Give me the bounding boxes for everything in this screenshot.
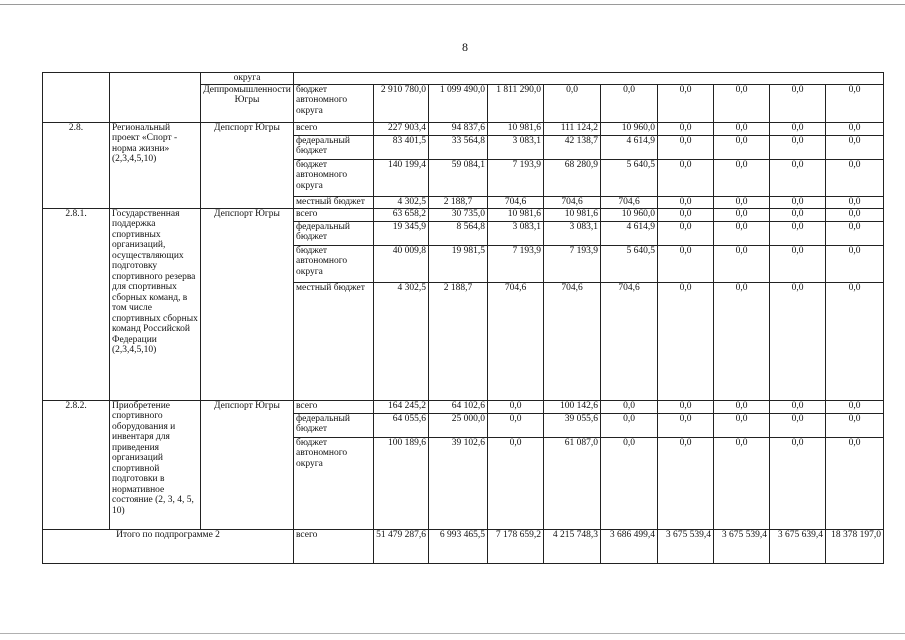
name-cell: Приобретение спортивного оборудования и инвентаря для приведения организаций спортивной подготовки в нормативное состояние (2, 3, 4, 5, 10)	[110, 400, 201, 529]
value-cell: 40 009,8	[374, 245, 429, 282]
total-value-cell: 3 675 539,4	[658, 529, 714, 563]
value-cell: 10 981,6	[488, 208, 544, 221]
value-cell: 0,0	[488, 437, 544, 529]
value-cell: 0,0	[488, 400, 544, 413]
value-cell: 10 960,0	[601, 208, 658, 221]
funding-source-cell: федеральный бюджет	[294, 221, 374, 245]
value-cell: 0,0	[770, 413, 826, 437]
value-cell: 100 142,6	[544, 400, 601, 413]
value-cell: 0,0	[658, 413, 714, 437]
name-cell	[110, 73, 201, 123]
total-value-cell: 7 178 659,2	[488, 529, 544, 563]
value-cell: 0,0	[826, 159, 884, 196]
value-cell: 164 245,2	[374, 400, 429, 413]
value-cell: 0,0	[601, 84, 658, 122]
executor-cell: Депспорт Югры	[201, 400, 294, 529]
value-cell: 0,0	[714, 135, 770, 159]
executor-cell: Депспорт Югры	[201, 208, 294, 400]
funding-source-cell: всего	[294, 122, 374, 135]
value-cell: 4 302,5	[374, 282, 429, 400]
value-cell: 7 193,9	[544, 245, 601, 282]
funding-source-cell: бюджет автономного округа	[294, 84, 374, 122]
code-cell	[43, 73, 110, 123]
funding-source-cell: федеральный бюджет	[294, 135, 374, 159]
executor-cell: Деппромышленности Югры	[201, 84, 294, 122]
funding-source-cell: местный бюджет	[294, 282, 374, 400]
value-cell: 0,0	[658, 135, 714, 159]
value-cell: 0,0	[770, 84, 826, 122]
funding-source-cell: всего	[294, 400, 374, 413]
budget-table	[42, 72, 884, 564]
value-cell: 0,0	[714, 282, 770, 400]
value-cell: 100 189,6	[374, 437, 429, 529]
value-cell: 0,0	[826, 135, 884, 159]
executor-cell: округа	[201, 73, 294, 85]
value-cell: 61 087,0	[544, 437, 601, 529]
value-cell: 0,0	[658, 400, 714, 413]
value-cell: 4 614,9	[601, 221, 658, 245]
value-cell: 0,0	[714, 122, 770, 135]
value-cell: 704,6	[488, 196, 544, 208]
value-cell: 0,0	[826, 208, 884, 221]
funding-source-cell: всего	[294, 208, 374, 221]
code-cell: 2.8.	[43, 122, 110, 208]
empty-cell	[294, 73, 884, 85]
value-cell: 0,0	[770, 159, 826, 196]
value-cell: 704,6	[601, 196, 658, 208]
value-cell: 0,0	[714, 413, 770, 437]
funding-source-cell: бюджет автономного округа	[294, 245, 374, 282]
value-cell: 0,0	[826, 413, 884, 437]
bottom-scan-edge	[0, 633, 905, 634]
value-cell: 5 640,5	[601, 245, 658, 282]
value-cell: 64 055,6	[374, 413, 429, 437]
value-cell: 59 084,1	[429, 159, 488, 196]
value-cell: 0,0	[601, 400, 658, 413]
value-cell: 19 345,9	[374, 221, 429, 245]
total-value-cell: 18 378 197,0	[826, 529, 884, 563]
total-value-cell: 6 993 465,5	[429, 529, 488, 563]
executor-cell: Депспорт Югры	[201, 122, 294, 208]
value-cell: 0,0	[658, 196, 714, 208]
value-cell: 64 102,6	[429, 400, 488, 413]
funding-source-cell: бюджет автономного округа	[294, 159, 374, 196]
value-cell: 0,0	[826, 122, 884, 135]
value-cell: 0,0	[658, 159, 714, 196]
value-cell: 704,6	[601, 282, 658, 400]
value-cell: 704,6	[544, 196, 601, 208]
value-cell: 0,0	[714, 84, 770, 122]
value-cell: 0,0	[714, 400, 770, 413]
funding-source-cell: бюджет автономного округа	[294, 437, 374, 529]
value-cell: 0,0	[826, 84, 884, 122]
name-cell: Региональный проект «Спорт - норма жизни» (2,3,4,5,10)	[110, 122, 201, 208]
value-cell: 0,0	[770, 282, 826, 400]
total-value-cell: 51 479 287,6	[374, 529, 429, 563]
value-cell: 3 083,1	[488, 221, 544, 245]
value-cell: 0,0	[714, 437, 770, 529]
value-cell: 10 981,6	[544, 208, 601, 221]
value-cell: 5 640,5	[601, 159, 658, 196]
value-cell: 0,0	[714, 208, 770, 221]
code-cell: 2.8.1.	[43, 208, 110, 400]
value-cell: 0,0	[714, 245, 770, 282]
value-cell: 0,0	[770, 400, 826, 413]
value-cell: 10 960,0	[601, 122, 658, 135]
value-cell: 19 981,5	[429, 245, 488, 282]
value-cell: 2 188,7	[429, 282, 488, 400]
value-cell: 0,0	[770, 122, 826, 135]
value-cell: 0,0	[826, 400, 884, 413]
top-scan-edge	[0, 4, 905, 5]
value-cell: 1 099 490,0	[429, 84, 488, 122]
table-row	[43, 73, 884, 85]
value-cell: 704,6	[488, 282, 544, 400]
total-value-cell: 4 215 748,3	[544, 529, 601, 563]
value-cell: 2 188,7	[429, 196, 488, 208]
value-cell: 0,0	[770, 208, 826, 221]
value-cell: 7 193,9	[488, 159, 544, 196]
value-cell: 0,0	[658, 208, 714, 221]
table-row	[43, 400, 884, 413]
value-cell: 4 614,9	[601, 135, 658, 159]
value-cell: 3 083,1	[544, 221, 601, 245]
value-cell: 0,0	[658, 437, 714, 529]
value-cell: 0,0	[826, 245, 884, 282]
total-value-cell: 3 675 639,4	[770, 529, 826, 563]
value-cell: 0,0	[714, 159, 770, 196]
value-cell: 0,0	[714, 221, 770, 245]
value-cell: 7 193,9	[488, 245, 544, 282]
value-cell: 0,0	[658, 122, 714, 135]
value-cell: 63 658,2	[374, 208, 429, 221]
value-cell: 227 903,4	[374, 122, 429, 135]
value-cell: 0,0	[658, 245, 714, 282]
value-cell: 2 910 780,0	[374, 84, 429, 122]
value-cell: 0,0	[544, 84, 601, 122]
value-cell: 94 837,6	[429, 122, 488, 135]
code-cell: 2.8.2.	[43, 400, 110, 529]
total-row	[43, 529, 884, 563]
value-cell: 83 401,5	[374, 135, 429, 159]
total-label: Итого по подпрограмме 2	[43, 529, 294, 563]
value-cell: 4 302,5	[374, 196, 429, 208]
value-cell: 0,0	[658, 282, 714, 400]
value-cell: 111 124,2	[544, 122, 601, 135]
value-cell: 1 811 290,0	[488, 84, 544, 122]
value-cell: 0,0	[601, 413, 658, 437]
value-cell: 0,0	[658, 84, 714, 122]
table-row	[43, 208, 884, 221]
value-cell: 0,0	[770, 437, 826, 529]
page-number: 8	[462, 40, 468, 54]
value-cell: 704,6	[544, 282, 601, 400]
value-cell: 42 138,7	[544, 135, 601, 159]
value-cell: 0,0	[658, 221, 714, 245]
value-cell: 0,0	[826, 282, 884, 400]
value-cell: 68 280,9	[544, 159, 601, 196]
value-cell: 0,0	[770, 196, 826, 208]
value-cell: 0,0	[826, 437, 884, 529]
value-cell: 0,0	[826, 221, 884, 245]
value-cell: 0,0	[488, 413, 544, 437]
value-cell: 0,0	[770, 221, 826, 245]
total-value-cell: 3 675 539,4	[714, 529, 770, 563]
value-cell: 25 000,0	[429, 413, 488, 437]
value-cell: 0,0	[826, 196, 884, 208]
name-cell: Государственная поддержка спортивных организаций, осуществляющих подготовку спортивного резерва для спортивных сборных команд, в том числе спортивных сборных команд Российской Федерации (2,3,4,5,10)	[110, 208, 201, 400]
value-cell: 0,0	[770, 245, 826, 282]
funding-source-cell: федеральный бюджет	[294, 413, 374, 437]
value-cell: 10 981,6	[488, 122, 544, 135]
funding-source-cell: всего	[294, 529, 374, 563]
value-cell: 3 083,1	[488, 135, 544, 159]
value-cell: 30 735,0	[429, 208, 488, 221]
value-cell: 8 564,8	[429, 221, 488, 245]
value-cell: 0,0	[601, 437, 658, 529]
funding-source-cell: местный бюджет	[294, 196, 374, 208]
value-cell: 0,0	[770, 135, 826, 159]
table-row	[43, 122, 884, 135]
value-cell: 140 199,4	[374, 159, 429, 196]
value-cell: 39 055,6	[544, 413, 601, 437]
total-value-cell: 3 686 499,4	[601, 529, 658, 563]
value-cell: 0,0	[714, 196, 770, 208]
value-cell: 39 102,6	[429, 437, 488, 529]
value-cell: 33 564,8	[429, 135, 488, 159]
